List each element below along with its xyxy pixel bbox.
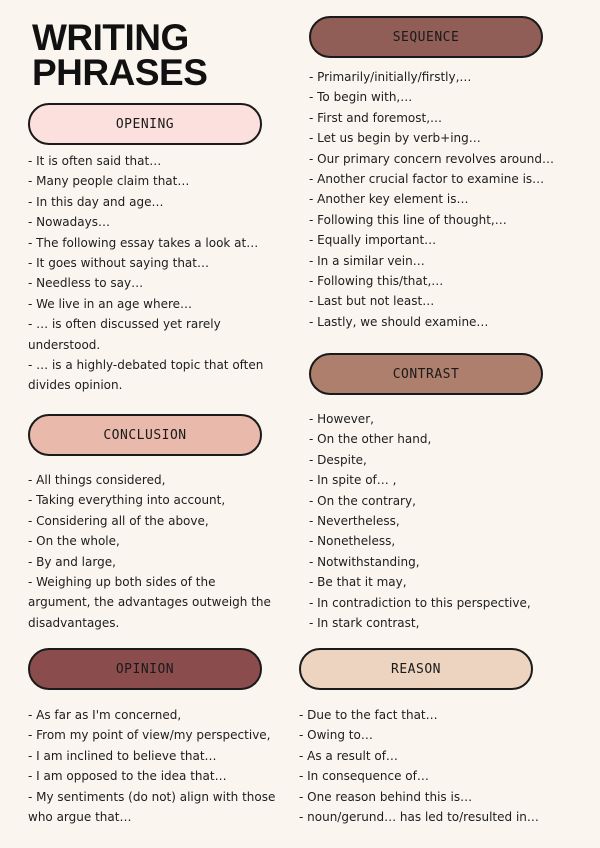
sequence-list: [309, 67, 579, 332]
opening-list: [28, 151, 278, 396]
opening-item: - It is often said that…: [28, 154, 162, 168]
sequence-item: - Our primary concern revolves around…: [309, 151, 554, 166]
opening-item: - Nowadays…: [28, 215, 110, 230]
contrast-item: - Nevertheless,: [309, 514, 400, 529]
opening-item: - Many people claim that…: [28, 174, 190, 189]
contrast-item: - Be that it may,: [309, 575, 407, 590]
contrast-item: - In contradiction to this perspective,: [309, 595, 531, 610]
sequence-item: - Following this line of thought,…: [309, 212, 507, 227]
opinion-item: - As far as I'm concerned,: [28, 708, 182, 722]
sequence-item: - Another key element is…: [309, 192, 469, 207]
opinion-item: - From my point of view/my perspective,: [28, 728, 271, 743]
opinion-heading: OPINION: [28, 648, 262, 690]
reason-item: - One reason behind this is…: [299, 789, 473, 804]
contrast-item: - In spite of… ,: [309, 473, 397, 488]
opinion-item: - I am opposed to the idea that…: [28, 769, 227, 784]
contrast-list: [309, 409, 579, 633]
title-line-2: PHRASES: [32, 52, 208, 93]
conclusion-item: - Considering all of the above,: [28, 513, 209, 528]
conclusion-item: - Weighing up both sides of the argument, the advantages outweigh the disadvantages.: [28, 575, 271, 630]
opinion-list: [28, 705, 288, 827]
contrast-item: - On the contrary,: [309, 493, 416, 508]
opening-item: - The following essay takes a look at…: [28, 235, 259, 250]
sequence-item: - Another crucial factor to examine is…: [309, 172, 545, 187]
sequence-heading: SEQUENCE: [309, 16, 543, 58]
sequence-item: - Let us begin by verb+ing…: [309, 131, 481, 146]
opening-heading: OPENING: [28, 103, 262, 145]
sequence-item: - Following this/that,…: [309, 274, 444, 289]
opening-item: - It goes without saying that…: [28, 256, 209, 271]
sequence-item: - Last but not least…: [309, 294, 435, 309]
sequence-item: - To begin with,…: [309, 90, 413, 105]
contrast-item: - Nonetheless,: [309, 534, 396, 549]
conclusion-item: - All things considered,: [28, 473, 166, 487]
conclusion-list: [28, 470, 278, 633]
contrast-heading: CONTRAST: [309, 353, 543, 395]
sequence-item: - Primarily/initially/firstly,…: [309, 70, 472, 84]
reason-heading: REASON: [299, 648, 533, 690]
reason-item: - In consequence of…: [299, 769, 429, 784]
opening-item: - In this day and age…: [28, 194, 164, 209]
contrast-item: - In stark contrast,: [309, 616, 420, 631]
title-line-1: WRITING: [32, 17, 189, 58]
opening-item: - We live in an age where…: [28, 296, 193, 311]
sequence-item: - In a similar vein…: [309, 253, 425, 268]
reason-item: - Owing to…: [299, 728, 373, 743]
sequence-item: - Lastly, we should examine…: [309, 314, 489, 329]
opening-item: - Needless to say…: [28, 276, 144, 291]
contrast-item: - However,: [309, 412, 374, 426]
page-title: [32, 17, 208, 93]
sequence-item: - First and foremost,…: [309, 110, 443, 125]
reason-item: - noun/gerund… has led to/resulted in…: [299, 810, 539, 825]
reason-list: [299, 705, 579, 827]
reason-item: - Due to the fact that…: [299, 708, 438, 722]
contrast-item: - Despite,: [309, 452, 367, 467]
opening-item: - … is a highly-debated topic that often divides opinion.: [28, 358, 264, 393]
contrast-item: - Notwithstanding,: [309, 554, 420, 569]
reason-item: - As a result of…: [299, 748, 398, 763]
conclusion-item: - By and large,: [28, 554, 116, 569]
opinion-item: - I am inclined to believe that…: [28, 748, 217, 763]
opinion-item: - My sentiments (do not) align with those who argue that…: [28, 789, 276, 825]
contrast-item: - On the other hand,: [309, 432, 432, 447]
conclusion-heading: CONCLUSION: [28, 414, 262, 456]
sequence-item: - Equally important…: [309, 233, 437, 248]
conclusion-item: - Taking everything into account,: [28, 493, 226, 508]
conclusion-item: - On the whole,: [28, 534, 120, 549]
opening-item: - … is often discussed yet rarely understood.: [28, 317, 221, 352]
